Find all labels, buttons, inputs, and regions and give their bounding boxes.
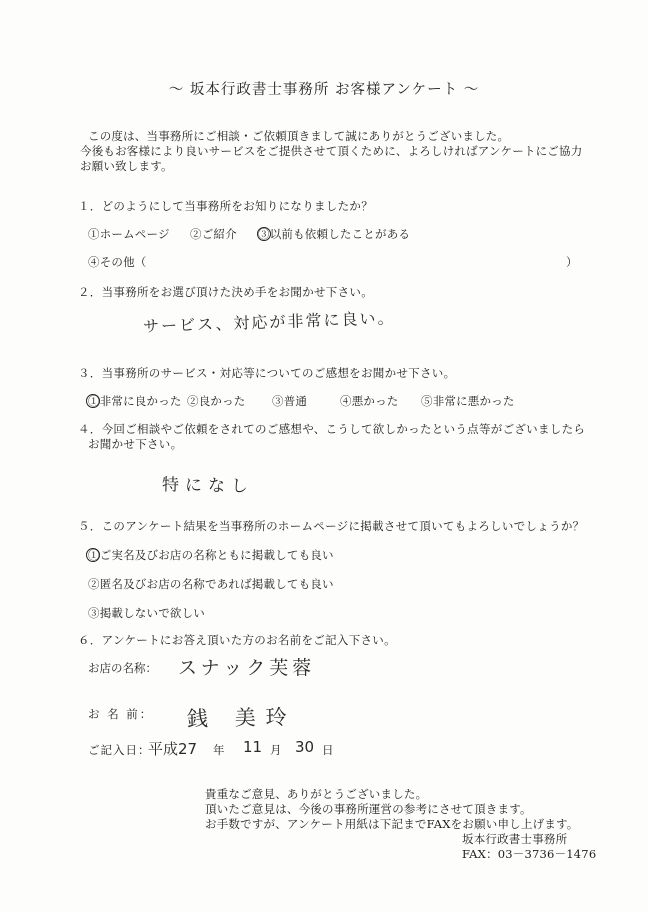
question-5: ５．このアンケート結果を当事務所のホームページに掲載させて頂いてもよろしいでしょうか？ [78, 519, 585, 533]
footer-fax-request: お手数ですが、アンケート用紙は下記までFAXをお願い申し上げます。 [205, 817, 579, 831]
footer-note: 頂いたご意見は、今後の事務所運営の参考にさせて頂きます。 [205, 802, 532, 816]
q2-handwritten-answer: サービス、対応が非常に良い。 [142, 308, 396, 336]
question-1: １．どのようにして当事務所をお知りになりましたか？ [78, 199, 373, 213]
q1-option-2: ②ご紹介 [190, 227, 237, 241]
date-year-suffix: 年 [213, 743, 225, 757]
q5-option-1: ①ご実名及びお店の名称ともに掲載しても良い [88, 548, 334, 562]
q3-option-2: ②良かった [187, 394, 246, 408]
q3-option-3: ③普通 [272, 394, 308, 408]
date-day: 30 [295, 738, 315, 756]
question-3: ３．当事務所のサービス・対応等についてのご感想をお聞かせ下さい。 [78, 366, 456, 380]
date-month: 11 [243, 738, 263, 756]
customer-name-value: 銭 美玲 [186, 705, 297, 731]
footer-office-name: 坂本行政書士事務所 [462, 832, 568, 846]
intro-line-2: 今後もお客様により良いサービスをご提供させて頂くために、よろしければアンケートにご協力 [80, 144, 583, 158]
question-4-line-2: お聞かせ下さい。 [88, 437, 183, 451]
q5-selection-circle [86, 548, 100, 562]
q5-option-3: ③掲載しないで欲しい [88, 606, 205, 620]
question-6: ６．アンケートにお答え頂いた方のお名前をご記入下さい。 [78, 633, 396, 647]
date-month-suffix: 月 [270, 743, 282, 757]
q1-option-other: ④その他（ [88, 255, 147, 269]
q1-option-1: ①ホームページ [88, 227, 170, 241]
q1-option-other-close: ） [566, 255, 578, 269]
customer-name-label: お 名 前： [88, 707, 154, 721]
intro-line-1: この度は、当事務所にご相談・ご依頼頂きまして誠にありがとうございました。 [88, 129, 510, 143]
intro-line-3: お願い致します。 [80, 159, 173, 173]
q4-handwritten-answer: 特になし [161, 475, 255, 497]
q3-option-1: ①非常に良かった [88, 394, 182, 408]
date-label: ご記入日： [88, 743, 151, 757]
q1-selection-circle [257, 227, 271, 241]
date-day-suffix: 日 [322, 743, 334, 757]
footer-fax-number: FAX：03－3736－1476 [462, 847, 597, 861]
question-2: ２．当事務所をお選び頂けた決め手をお聞かせ下さい。 [78, 285, 373, 299]
q3-option-5: ⑤非常に悪かった [421, 394, 515, 408]
q1-option-3: ③以前も依頼したことがある [258, 227, 411, 241]
survey-title: ～ 坂本行政書士事務所 お客様アンケート ～ [168, 82, 480, 98]
question-4-line-1: ４．今回ご相談やご依頼をされてのご感想や、こうして欲しかったという点等がございましたら [78, 422, 586, 436]
q3-option-4: ④悪かった [340, 394, 399, 408]
date-era-year: 平成27 [148, 740, 198, 758]
shop-name-value: スナック芙蓉 [178, 657, 316, 679]
q3-selection-circle [86, 394, 100, 408]
shop-name-label: お店の名称： [88, 661, 157, 675]
footer-thanks: 貴重なご意見、ありがとうございました。 [205, 787, 428, 801]
q5-option-2: ②匿名及びお店の名称であれば掲載しても良い [88, 577, 334, 591]
